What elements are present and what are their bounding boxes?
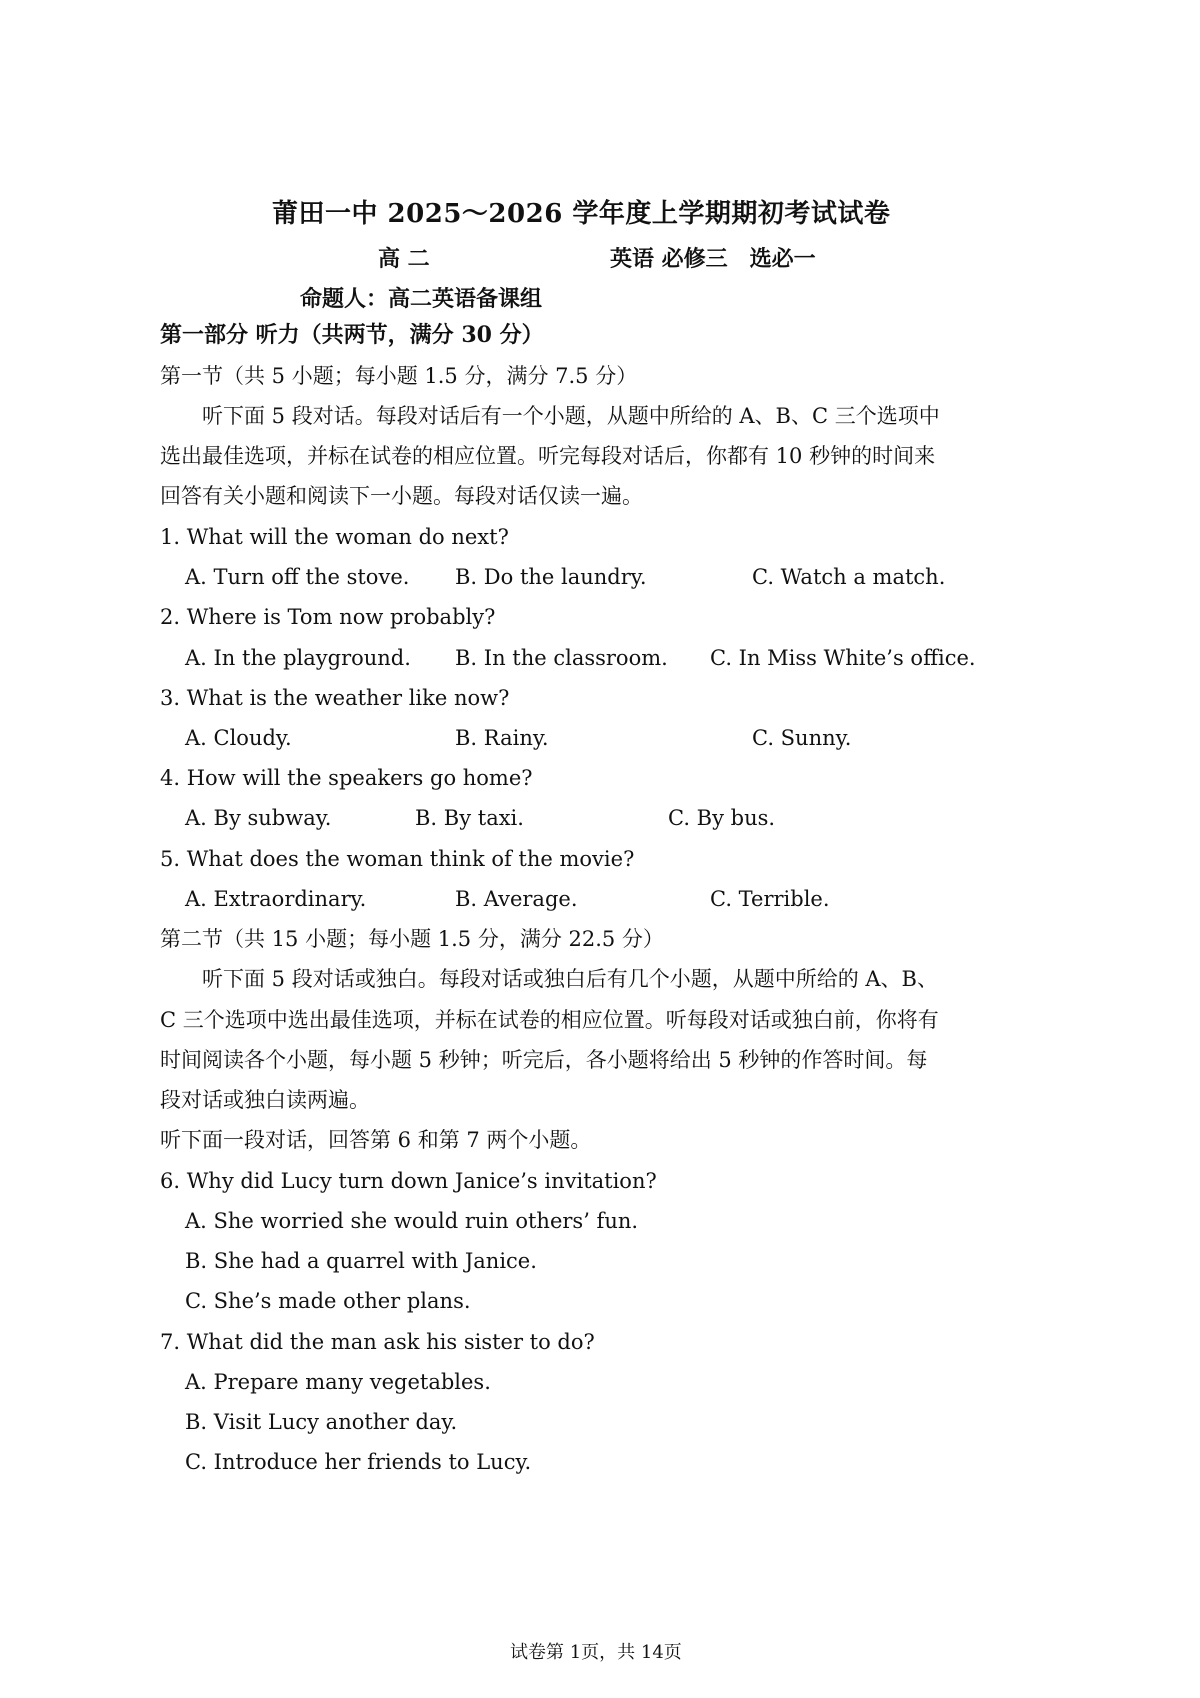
question-2: 2. Where is Tom now probably?: [160, 605, 496, 629]
q5-option-a: A. Extraordinary.: [185, 887, 367, 911]
section1-heading: 第一节（共 5 小题；每小题 1.5 分，满分 7.5 分）: [160, 364, 638, 388]
q6-option-a: A. She worried she would ruin others’ fun.: [185, 1209, 639, 1233]
q2-option-c: C. In Miss White’s office.: [710, 646, 976, 670]
q7-option-b: B. Visit Lucy another day.: [185, 1410, 458, 1434]
q4-option-c: C. By bus.: [668, 806, 776, 830]
q7-option-c: C. Introduce her friends to Lucy.: [185, 1450, 532, 1474]
q4-option-a: A. By subway.: [185, 806, 332, 830]
q7-option-a: A. Prepare many vegetables.: [185, 1370, 491, 1394]
q4-option-b: B. By taxi.: [415, 806, 524, 830]
page-number: 试卷第 1页，共 14页: [510, 1642, 682, 1663]
exam-title: 莆田一中 2025～2026 学年度上学期期初考试试卷: [272, 199, 891, 229]
section2-instruction-line: 听下面 5 段对话或独白。每段对话或独白后有几个小题，从题中所给的 A、B、: [202, 967, 938, 991]
section2-instruction-line: 段对话或独白读两遍。: [160, 1088, 370, 1112]
q1-option-a: A. Turn off the stove.: [185, 565, 410, 589]
question-1: 1. What will the woman do next?: [160, 525, 509, 549]
q6-option-c: C. She’s made other plans.: [185, 1289, 471, 1313]
question-4: 4. How will the speakers go home?: [160, 766, 533, 790]
part1-heading: 第一部分 听力（共两节，满分 30 分）: [160, 322, 544, 348]
q2-option-b: B. In the classroom.: [455, 646, 668, 670]
section1-instruction-line: 回答有关小题和阅读下一小题。每段对话仅读一遍。: [160, 484, 643, 508]
q5-option-b: B. Average.: [455, 887, 578, 911]
q3-option-a: A. Cloudy.: [185, 726, 292, 750]
section2-instruction-line: 时间阅读各个小题，每小题 5 秒钟；听完后，各小题将给出 5 秒钟的作答时间。每: [160, 1048, 928, 1072]
q2-option-a: A. In the playground.: [185, 646, 411, 670]
section2-heading: 第二节（共 15 小题；每小题 1.5 分，满分 22.5 分）: [160, 927, 664, 951]
question-7: 7. What did the man ask his sister to do?: [160, 1330, 595, 1354]
q3-option-b: B. Rainy.: [455, 726, 549, 750]
question-3: 3. What is the weather like now?: [160, 686, 510, 710]
section2-lead: 听下面一段对话，回答第 6 和第 7 两个小题。: [160, 1128, 592, 1152]
section1-instruction-line: 听下面 5 段对话。每段对话后有一个小题，从题中所给的 A、B、C 三个选项中: [202, 404, 940, 428]
q1-option-b: B. Do the laundry.: [455, 565, 647, 589]
question-6: 6. Why did Lucy turn down Janice’s invitation?: [160, 1169, 657, 1193]
setter-label: 命题人：高二英语备课组: [300, 286, 543, 312]
section2-instruction-line: C 三个选项中选出最佳选项，并标在试卷的相应位置。听每段对话或独白前，你将有: [160, 1008, 939, 1032]
q1-option-c: C. Watch a match.: [752, 565, 946, 589]
q3-option-c: C. Sunny.: [752, 726, 852, 750]
q5-option-c: C. Terrible.: [710, 887, 830, 911]
question-5: 5. What does the woman think of the movie?: [160, 847, 635, 871]
section1-instruction-line: 选出最佳选项，并标在试卷的相应位置。听完每段对话后，你都有 10 秒钟的时间来: [160, 444, 936, 468]
grade-label: 高 二: [378, 246, 430, 272]
subject-label: 英语 必修三 选必一: [610, 246, 816, 272]
q6-option-b: B. She had a quarrel with Janice.: [185, 1249, 537, 1273]
